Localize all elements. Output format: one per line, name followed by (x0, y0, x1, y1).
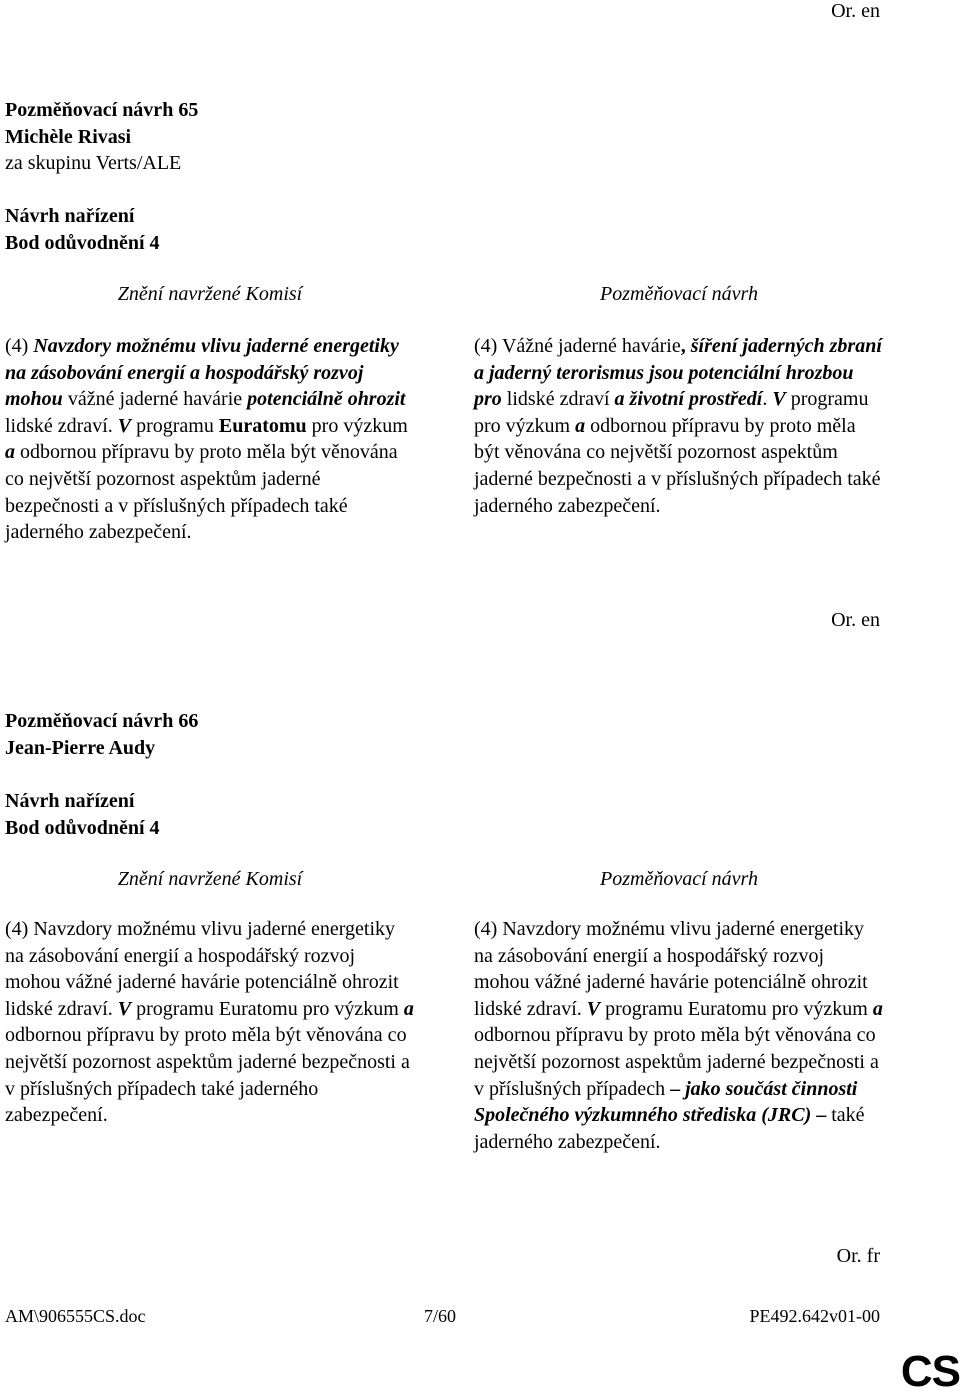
col-right-header: Pozměňovací návrh (600, 868, 758, 890)
amendment-number: 65 (178, 99, 199, 121)
amendment-65-header (5, 97, 198, 177)
amendment-title: Pozměňovací návrh (5, 710, 174, 732)
col-left-header: Znění navržené Komisí (117, 868, 303, 890)
amendment-author: Jean-Pierre Audy (5, 736, 156, 759)
reference-point: Bod odůvodnění 4 (5, 816, 160, 839)
amendment-group: za skupinu Verts/ALE (5, 152, 182, 175)
amendment-number: 66 (178, 710, 199, 732)
reference-doc: Návrh nařízení (5, 790, 135, 812)
amendment-65-commission-text: (4) Navzdory možnému vlivu jaderné energetiky na zásobování energií a hospodářský rozvoj mohou vážné jaderné havárie potenciálně ohrozit lidské zdraví. V programu Euratomu pro výzkum a odbornou přípravu by proto měla být věnována co největší pozornost aspektům jaderné bezpečnosti a v příslušných případech také jaderného zabezpečení. (5, 335, 408, 544)
amendment-66-proposed-text: (4) Navzdory možnému vlivu jaderné energetiky na zásobování energií a hospodářský rozvoj mohou vážné jaderné havárie potenciálně ohrozit lidské zdraví. V programu Euratomu pro výzkum a odbornou přípravu by proto měla být věnována co největší pozornost aspektům jaderné bezpečnosti a v příslušných případech – jako součást činnosti Společného výzkumného střediska (JRC) – také jaderného zabezpečení. (474, 918, 883, 1153)
col-left-header: Znění navržené Komisí (117, 283, 303, 305)
footer-doc-ref: AM\906555CS.doc (5, 1306, 146, 1326)
amendment-66-commission-text: (4) Navzdory možnému vlivu jaderné energetiky na zásobování energií a hospodářský rozvoj mohou vážné jaderné havárie potenciálně ohrozit lidské zdraví. V programu Euratomu pro výzkum a odbornou přípravu by proto měla být věnována co největší pozornost aspektům jaderné bezpečnosti a v příslušných případech také jaderného zabezpečení. (5, 918, 414, 1127)
amendment-66-orig-lang: Or. fr (836, 1245, 880, 1267)
col-right-header: Pozměňovací návrh (600, 283, 758, 305)
amendment-66-reference (5, 788, 160, 841)
reference-doc: Návrh nařízení (5, 205, 135, 227)
footer-page-number: 7/60 (423, 1306, 456, 1326)
amendment-title: Pozměňovací návrh (5, 99, 174, 121)
amendment-65-reference (5, 203, 160, 256)
amendment-65-orig-lang: Or. en (831, 609, 880, 631)
amendment-65-proposed-text: (4) Vážné jaderné havárie, šíření jaderných zbraní a jaderný terorismus jsou potenciální hrozbou pro lidské zdraví a životní prostředí. V programu pro výzkum a odbornou přípravu by proto měla být věnována co největší pozornost aspektům jaderné bezpečnosti a v příslušných případech také jaderného zabezpečení. (474, 335, 882, 517)
footer-pe-number: PE492.642v01-00 (749, 1306, 880, 1326)
amendment-author: Michèle Rivasi (5, 125, 132, 148)
amendment-66-header (5, 708, 198, 761)
reference-point: Bod odůvodnění 4 (5, 231, 160, 254)
language-mark: CS (900, 1347, 960, 1396)
top-right-lang: Or. en (831, 0, 880, 22)
